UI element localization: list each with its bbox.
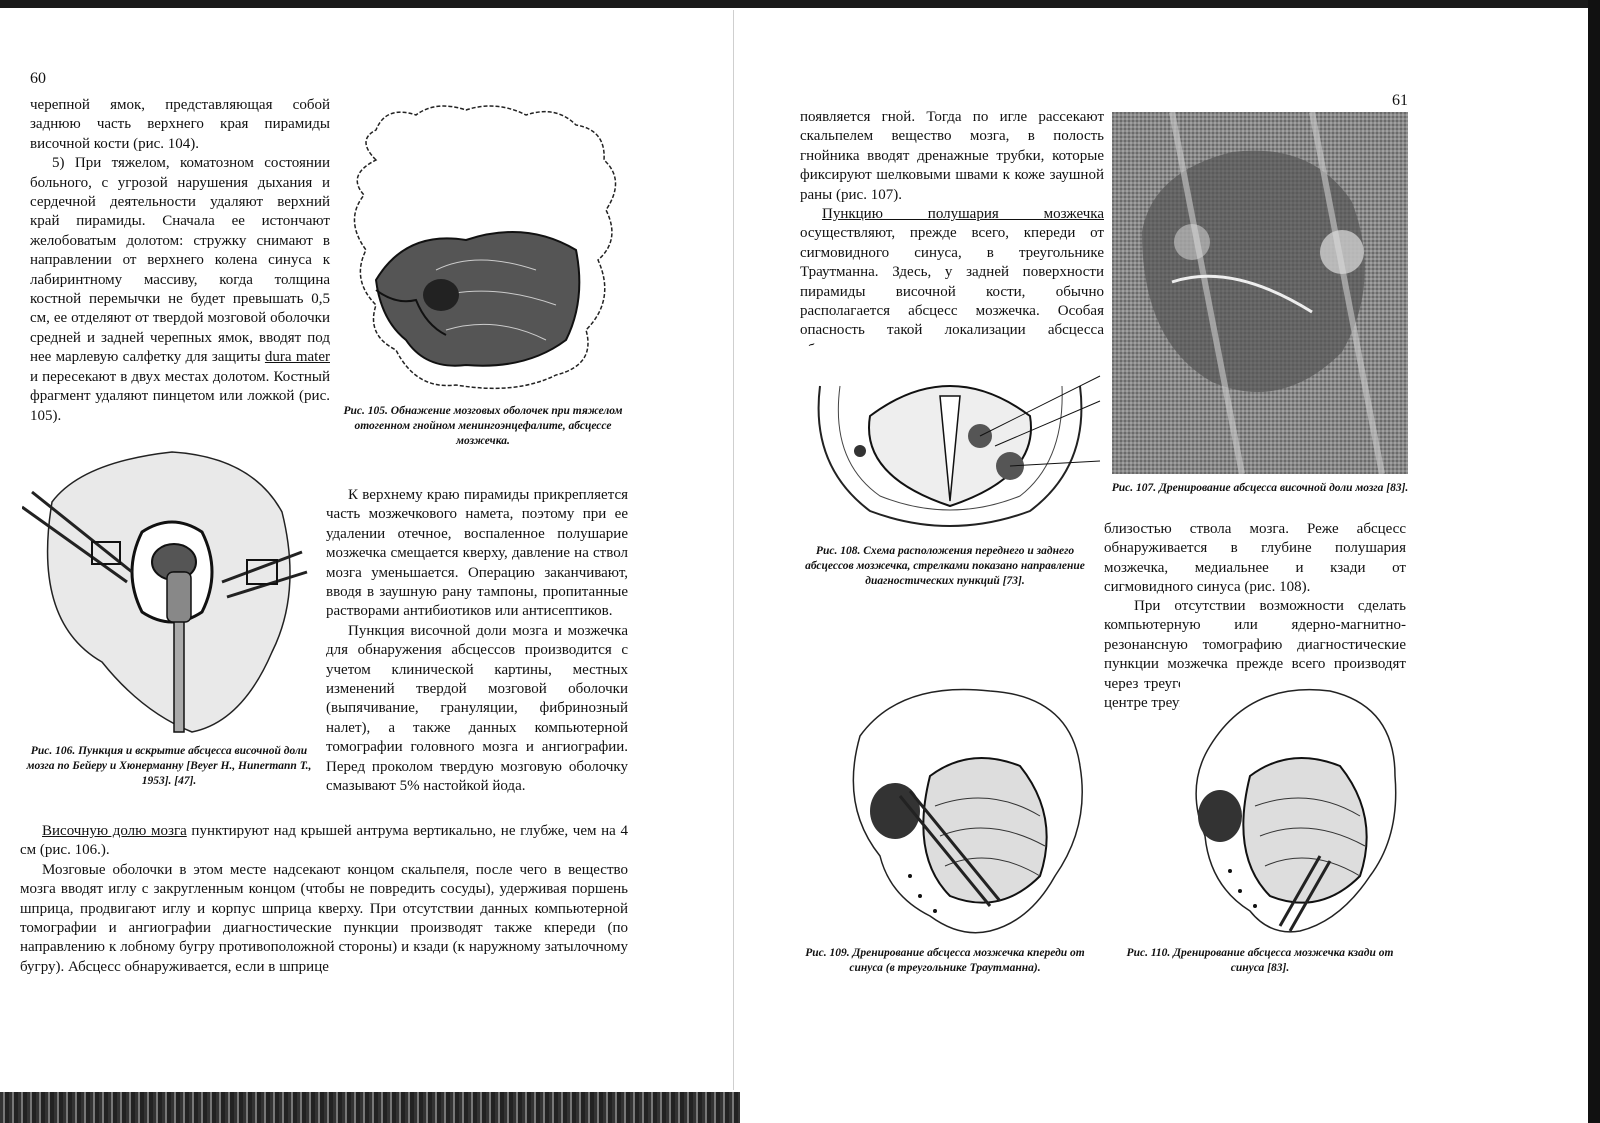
paragraph: близостью ствола мозга. Реже абсцесс обнаруживается в глубине полушария мозжечка, медиальнее и кзади от сигмовидного синуса (рис. 108).: [1104, 521, 1406, 596]
right-top-text: [800, 108, 1104, 360]
figure-110-caption: Рис. 110. Дренирование абсцесса мозжечка кзади от синуса [83].: [1126, 947, 1394, 974]
paragraph: черепной ямок, представляющая собой заднюю часть верхнего края пирамиды височной кости (рис. 104).: [30, 97, 330, 152]
paragraph: К верхнему краю пирамиды прикрепляется часть мозжечкового намета, поэтому при ее удалении отечное, воспаленное полушарие мозжечка смещается кверху, давление на ствол мозга уменьшается. Операцию заканчивают, вводя в заушную рану тампоны, пропитанные растворами антибиотиков или антисептиков.: [326, 487, 628, 620]
figure-105-illustration: [336, 100, 636, 400]
right-side-text: [1104, 520, 1406, 598]
figure-108-caption: Рис. 108. Схема расположения переднего и заднего абсцессов мозжечка, стрелками показано направление диагностических пункций [73].: [805, 545, 1085, 587]
figure-110-illustration: [1180, 676, 1406, 938]
figure-106-caption: Рис. 106. Пункция и вскрытие абсцесса височной доли мозга по Бейеру и Хюнерманну [Beyer H., Hunermann T., 1953]. [47].: [26, 745, 312, 787]
figure-109-caption: Рис. 109. Дренирование абсцесса мозжечка кпереди от синуса (в треугольнике Траутманна).: [805, 947, 1085, 974]
left-bottom-text: [20, 822, 628, 977]
scan-right-edge: [1588, 0, 1600, 1123]
term-cerebellum-puncture: Пункцию полушария мозжечка: [822, 206, 1104, 223]
book-gutter: [733, 10, 734, 1090]
page-number-left: 60: [30, 70, 46, 87]
figure-107-photo: [1112, 112, 1408, 474]
page-number-right: 61: [1392, 92, 1408, 109]
term-dura-mater: dura mater: [264, 349, 330, 366]
scan-top-edge: [0, 0, 1600, 8]
left-middle-text: [326, 486, 628, 797]
left-top-text: [30, 96, 330, 426]
figure-106-illustration: [22, 432, 312, 742]
term-temporal-lobe: Височную долю мозга: [42, 823, 187, 839]
figure-109-illustration: [840, 676, 1100, 938]
paragraph: Пункцию полушария мозжечка осуществляют, прежде всего, кпереди от сигмовидного синуса, в треугольнике Траутманна. Здесь, у задней поверхности пирамиды височной кости, обычно располагается абсцесс мозжечка. Особая опасность такой локализации абсцесса объясняется: [800, 206, 1104, 358]
scan-bottom-edge: [0, 1092, 740, 1123]
paragraph: Мозговые оболочки в этом месте надсекают концом скальпеля, после чего в вещество мозга вводят иглу с закругленным концом (чтобы не повредить сосуды), удерживая поршень шприца, продвигают иглу и корпус шприца кверху. При отсутствии данных компьютерной томографии и ангиографии диагностические пункции производят также кпереди (по направлению к лобному бугру противоположной стороны) и кзади (к наружному затылочному бугру). Абсцесс обнаруживается, если в шприце: [20, 861, 628, 975]
figure-107-caption: Рис. 107. Дренирование абсцесса височной доли мозга [83].: [1111, 482, 1409, 494]
paragraph: При отсутствии возможности сделать компьютерную или ядерно-магнитно-резонансную томографию диагностические пункции мозжечка прежде всего производят через треугольник Траутманна. Пунктируют в центре треугольника парал-: [1104, 598, 1406, 712]
paragraph: Пункция височной доли мозга и мозжечка для обнаружения абсцессов производится с учетом клинической картины, местных изменений твердой мозговой оболочки (выпячивание, грануляции, фибринозный налет), а также данных компьютерной томографии головного мозга и ангиографии. Перед проколом твердую мозговую оболочку смазывают 5% настойкой йода.: [326, 622, 628, 795]
paragraph: появляется гной. Тогда по игле рассекают скальпелем вещество мозга, в полость гнойника вводят дренажные трубки, которые фиксируют шелковыми швами к коже заушной раны (рис. 107).: [800, 109, 1104, 203]
paragraph: Височную долю мозга пунктируют над крышей антрума вертикально, не глубже, чем на 4 см (рис. 106.).: [20, 823, 629, 859]
figure-105-caption: Рис. 105. Обнажение мозговых оболочек при тяжелом отогенном гнойном менингоэнцефалите, абсцессе мозжечка.: [343, 405, 623, 447]
figure-108-diagram: [800, 346, 1105, 536]
paragraph: 5) При тяжелом, коматозном состоянии больного, с угрозой нарушения дыхания и сердечной деятельности удаляют верхний край пирамиды. Сначала ее истончают желобоватым долотом: стружку снимают в направлении от верхнего колена синуса к лабиринтному массиву, когда толщина костной перемычки не будет превышать 0,5 см, ее отделяют от твердой мозговой оболочки средней и задней черепных ямок, вводят под нее марлевую салфетку для защиты dura mater и пересекают в двух местах долотом. Костный фрагмент удаляют пинцетом или ложкой (рис. 105).: [30, 155, 330, 424]
